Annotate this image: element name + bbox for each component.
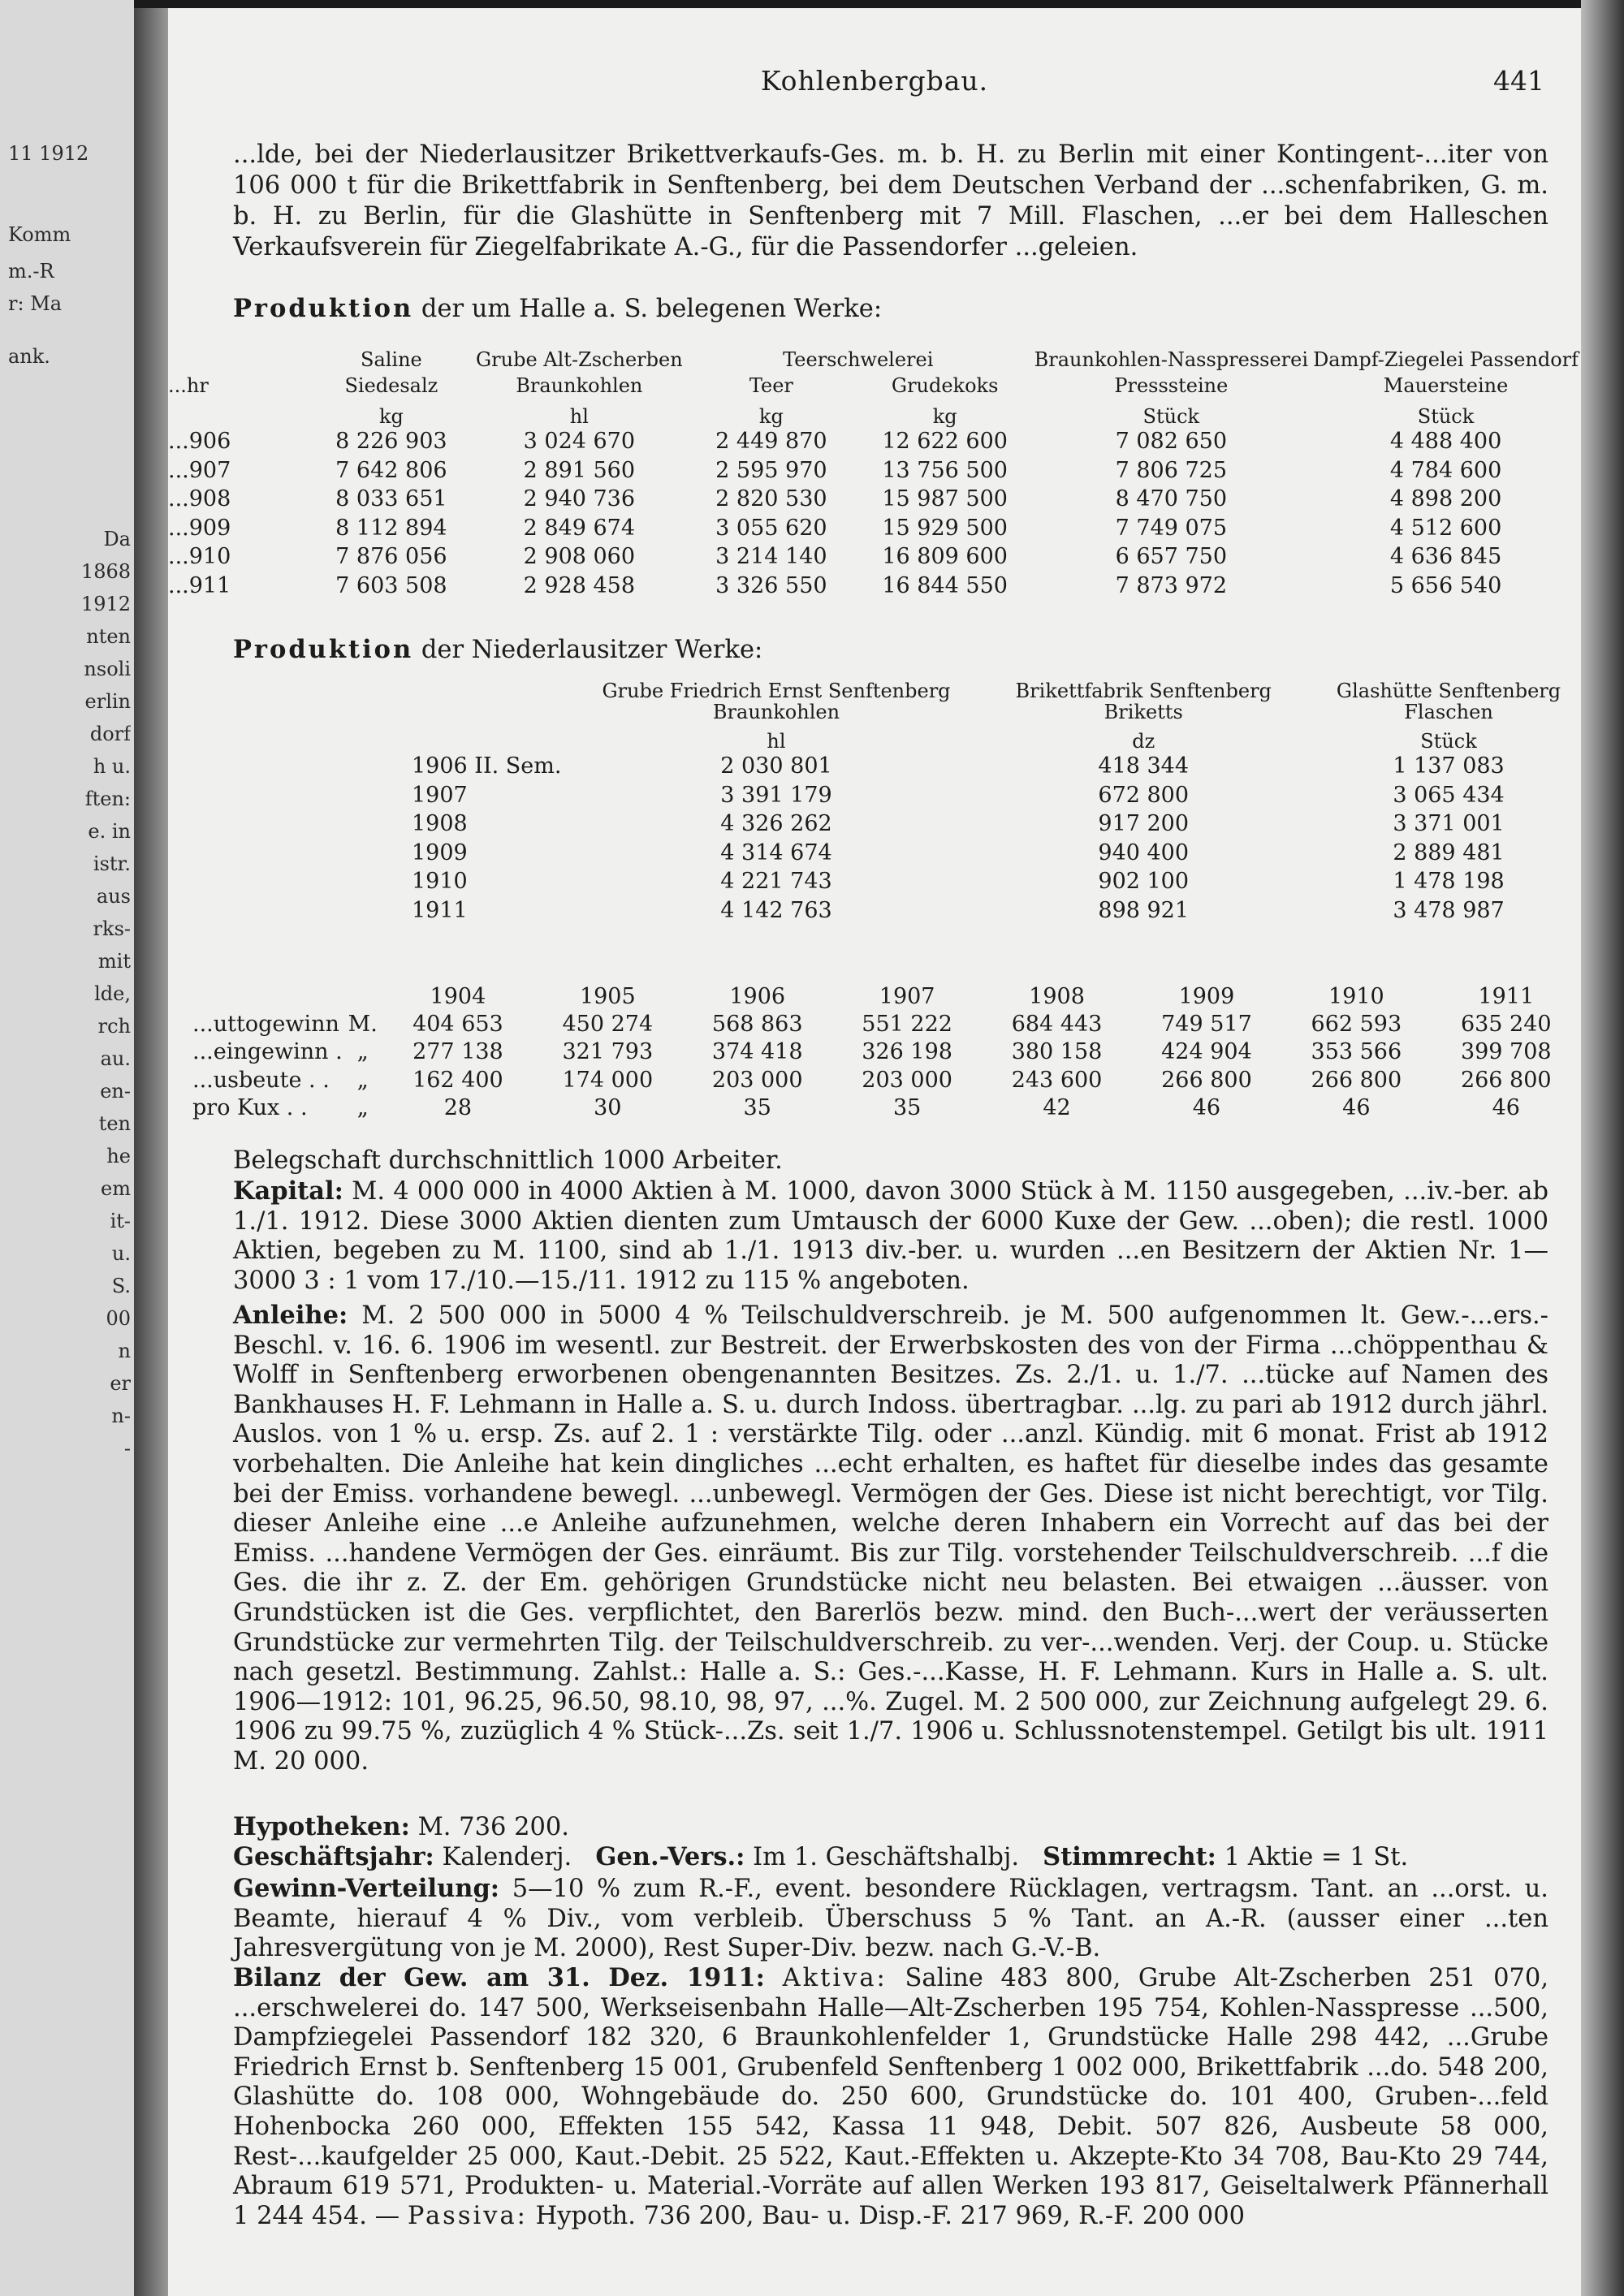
bilanz-aktiva-text: Saline 483 800, Grube Alt-Zscherben 251 070, ...erschwelerei do. 147 500, Werkseisenbahn Halle—Alt-Zscherben 195 754, Kohlen-Nasspresse ...500, Dampfziegelei Passendorf 182 320, 6 Braunkohlenfelder 1, Grundstücke Halle 298 442, ...Grube Friedrich Ernst b. Senftenberg 15 001, Grubenfeld Senftenberg 1 002 000, Brikettfabrik ...do. 548 200, Glashütte do. 108 000, Wohngebäude do. 250 600, Grundstücke do. 101 400, Gruben-...feld Hohenbocka 260 000, Effekten 155 542, Kassa 11 948, Debit. 507 826, Ausbeute 58 000, Rest-...kaufgelder 25 000, Kaut.-Debit. 25 522, Kaut.-Effekten u. Akzepte-Kto 34 708, Bau-Kto 29 744, Abraum 619 571, Produkten- u. Material.-Vorräte auf allen Werken 193 817, Geiseltalwerk Pfännerhall 1 244 454. — — [233, 1964, 1549, 2230]
row-label: ...usbeute . . — [192, 1067, 330, 1093]
table-row — [168, 1094, 1581, 1123]
value-cell: 35 — [743, 1095, 771, 1121]
value-cell: 4 326 262 — [720, 811, 832, 837]
geschaeftsjahr-line — [233, 1842, 1548, 1873]
period-cell: 1907 — [412, 782, 468, 808]
sub-teer: Teer — [749, 374, 793, 397]
value-cell: 917 200 — [1098, 811, 1190, 837]
value-cell: 8 033 651 — [335, 486, 447, 512]
value-cell: 266 800 — [1311, 1067, 1402, 1093]
left-page-text: erlin — [84, 690, 131, 713]
value-cell: 450 274 — [562, 1011, 654, 1037]
value-cell: 4 784 600 — [1389, 457, 1502, 483]
value-cell: 1 478 198 — [1393, 869, 1505, 895]
value-cell: 7 603 508 — [335, 572, 447, 598]
table-row — [412, 839, 1593, 868]
value-cell: 3 055 620 — [715, 515, 827, 541]
left-page-text: ten — [98, 1112, 131, 1135]
hypotheken-label: Hypotheken: — [233, 1812, 410, 1841]
year-cell: ...910 — [168, 544, 231, 570]
value-cell: 2 928 458 — [523, 572, 636, 598]
left-page-text: au. — [100, 1047, 131, 1070]
value-cell: 7 749 075 — [1115, 515, 1228, 541]
value-cell: 1 137 083 — [1393, 753, 1505, 779]
period-cell: 1909 — [412, 839, 468, 865]
value-cell: 15 987 500 — [882, 486, 1008, 512]
table-row — [168, 542, 1581, 572]
value-cell: 15 929 500 — [882, 515, 1008, 541]
niederlausitz-heading-text: der Niederlausitzer Werke: — [421, 636, 763, 664]
anleihe-label: Anleihe: — [233, 1301, 348, 1330]
value-cell: 3 371 001 — [1393, 811, 1505, 837]
page-number: 441 — [1493, 65, 1544, 97]
geschaeftsjahr-label: Geschäftsjahr: — [233, 1842, 434, 1871]
left-page-text: ank. — [8, 345, 50, 368]
value-cell: 672 800 — [1098, 782, 1190, 808]
value-cell: 46 — [1192, 1095, 1221, 1121]
value-cell: 6 657 750 — [1115, 544, 1228, 570]
value-cell: 4 636 845 — [1389, 544, 1502, 570]
unit-dz: dz — [1132, 730, 1155, 753]
left-page-text: em — [101, 1177, 131, 1200]
col-jahr: ...hr — [168, 374, 209, 397]
sub-siedesalz: Siedesalz — [344, 374, 438, 397]
value-cell: 3 024 670 — [523, 429, 636, 455]
value-cell: 7 876 056 — [335, 544, 447, 570]
left-page-text: r: Ma — [8, 292, 63, 315]
left-page-text: rks- — [93, 917, 131, 940]
left-page-text: nten — [86, 625, 131, 648]
gewinn-label: Gewinn-Verteilung: — [233, 1874, 500, 1903]
value-cell: 162 400 — [412, 1067, 503, 1093]
kapital-text: M. 4 000 000 in 4000 Aktien à M. 1000, davon 3000 Stück à M. 1150 ausgegeben, ...iv.-ber. ab 1./1. 1912. Diese 3000 Aktien dienten zum Umtausch der 6000 Kuxe der Gew. ...oben); die restl. 1000 Aktien, begeben zu M. 1100, sind ab 1./1. 1913 div.-ber. u. wurden ...en Besitzern der Aktien Nr. 1—3000 3 : 1 vom 17./10.—15./11. 1912 zu 115 % angeboten. — [233, 1177, 1548, 1295]
gewinn-paragraph — [233, 1874, 1548, 1964]
value-cell: 7 082 650 — [1115, 429, 1228, 455]
value-cell: 380 158 — [1011, 1039, 1103, 1065]
kapital-label: Kapital: — [233, 1176, 343, 1206]
unit-cell: „ — [356, 1067, 369, 1093]
value-cell: 7 642 806 — [335, 457, 447, 483]
left-page-text: Da — [103, 528, 131, 550]
value-cell: 30 — [594, 1095, 622, 1121]
value-cell: 4 488 400 — [1389, 429, 1502, 455]
table-row — [412, 752, 1593, 781]
value-cell: 8 226 903 — [335, 429, 447, 455]
value-cell: 418 344 — [1098, 753, 1190, 779]
geschaeftsjahr-text: Kalenderj. — [442, 1843, 572, 1871]
sub-grudekoks: Grudekoks — [891, 374, 999, 397]
left-page-text: e. in — [88, 820, 131, 843]
anleihe-paragraph — [233, 1301, 1548, 1777]
left-page-text: n — [118, 1340, 131, 1362]
value-cell: 2 030 801 — [720, 753, 832, 779]
hypotheken-text: M. 736 200. — [417, 1813, 570, 1841]
unit-kg: kg — [378, 405, 404, 428]
left-page-text: u. — [111, 1242, 131, 1265]
left-page-text: S. — [111, 1275, 131, 1297]
niederlausitz-production-table — [412, 680, 1593, 925]
table-row — [168, 1066, 1581, 1094]
intro-paragraph: ...lde, bei der Niederlausitzer Brikettverkaufs-Ges. m. b. H. zu Berlin mit einer Kontingent-...iter von 106 000 t für die Brikettfabrik in Senftenberg, bei dem Deutschen Verband der ...schenfabriken, G. m. b. H. zu Berlin, für die Glashütte in Senftenberg mit 7 Mill. Flaschen, ...er bei dem Halleschen Verkaufsverein für Ziegelfabrikate A.-G., für die Passendorfer ...geleien. — [233, 140, 1548, 261]
left-page-text: ften: — [84, 788, 131, 810]
value-cell: 4 314 674 — [720, 839, 832, 865]
bilanz-passiva-text: Hypoth. 736 200, Bau- u. Disp.-F. 217 969, R.-F. 200 000 — [535, 2201, 1246, 2230]
value-cell: 2 820 530 — [715, 486, 827, 512]
halle-heading-text: der um Halle a. S. belegenen Werke: — [421, 295, 883, 323]
value-cell: 266 800 — [1460, 1067, 1552, 1093]
value-cell: 46 — [1492, 1095, 1520, 1121]
value-cell: 940 400 — [1098, 839, 1190, 865]
value-cell: 16 809 600 — [882, 544, 1008, 570]
left-page-text: dorf — [89, 723, 131, 745]
table-row — [168, 456, 1581, 486]
value-cell: 568 863 — [711, 1011, 803, 1037]
year-header: 1909 — [1178, 983, 1235, 1009]
col-braunkohlen-nasspresserei: Braunkohlen-Nasspresserei — [1034, 348, 1309, 371]
value-cell: 374 418 — [711, 1039, 803, 1065]
left-page-text: istr. — [93, 852, 131, 875]
row-label: ...uttogewinn — [192, 1011, 339, 1037]
row-label: pro Kux . . — [192, 1095, 308, 1121]
value-cell: 28 — [443, 1095, 473, 1121]
table-row — [412, 896, 1593, 926]
col-glashuette: Glashütte Senftenberg — [1336, 680, 1561, 702]
value-cell: 662 593 — [1311, 1011, 1402, 1037]
left-page-text: it- — [110, 1210, 131, 1232]
bilanz-label: Bilanz der Gew. am 31. Dez. 1911: — [233, 1963, 765, 1992]
gewinn-text: 5—10 % zum R.-F., event. besondere Rücklagen, vertragsm. Tant. an ...orst. u. Beamte, hierauf 4 % Div., vom verbleib. Überschuss 5 % Tant. an A.-R. (ausser einer ...ten Jahresvergütung von je M. 2000), Rest Super-Div. bezw. nach G.-V.-B. — [233, 1875, 1548, 1963]
year-header: 1908 — [1029, 983, 1085, 1009]
col-saline: Saline — [361, 348, 422, 371]
value-cell: 749 517 — [1161, 1011, 1252, 1037]
halle-production-table — [168, 330, 1581, 600]
book-gutter — [134, 8, 168, 2296]
passiva-label: Passiva: — [407, 2201, 528, 2230]
value-cell: 898 921 — [1098, 897, 1190, 923]
left-page-text: aus — [96, 885, 131, 908]
year-header: 1910 — [1328, 983, 1384, 1009]
genvers-text: Im 1. Geschäftshalbj. — [753, 1843, 1020, 1871]
aktiva-label: Aktiva: — [782, 1964, 888, 1992]
left-page-text: 1868 — [80, 560, 131, 583]
sub-flaschen: Flaschen — [1404, 701, 1493, 723]
table-row — [168, 572, 1581, 601]
left-page-text: h u. — [93, 755, 131, 778]
value-cell: 2 449 870 — [715, 429, 827, 455]
left-page-text: mit — [97, 950, 131, 973]
value-cell: 326 198 — [862, 1039, 952, 1065]
value-cell: 321 793 — [562, 1039, 654, 1065]
unit-hl: hl — [569, 405, 589, 428]
table-row — [412, 781, 1593, 810]
halle-heading — [233, 294, 882, 323]
year-header: 1907 — [879, 983, 935, 1009]
period-cell: 1910 — [412, 869, 468, 895]
period-cell: 1911 — [412, 897, 468, 923]
col-teerschwelerei: Teerschwelerei — [783, 348, 934, 371]
value-cell: 277 138 — [412, 1039, 503, 1065]
year-cell: ...907 — [168, 457, 231, 483]
year-header: 1904 — [430, 983, 486, 1009]
table-row — [168, 427, 1581, 456]
value-cell: 46 — [1342, 1095, 1371, 1121]
value-cell: 4 221 743 — [720, 869, 832, 895]
period-cell: 1908 — [412, 811, 468, 837]
value-cell: 2 889 481 — [1393, 839, 1505, 865]
year-cell: ...906 — [168, 429, 231, 455]
value-cell: 4 898 200 — [1389, 486, 1502, 512]
year-header: 1905 — [579, 983, 636, 1009]
year-cell: ...911 — [168, 572, 231, 598]
value-cell: 399 708 — [1460, 1039, 1552, 1065]
value-cell: 243 600 — [1011, 1067, 1103, 1093]
page-title: Kohlenbergbau. — [760, 65, 989, 97]
niederlausitz-heading — [233, 635, 762, 664]
bilanz-paragraph — [233, 1963, 1548, 2231]
col-grube: Grube Alt-Zscherben — [476, 348, 683, 371]
table-row — [168, 1038, 1581, 1067]
value-cell: 42 — [1043, 1095, 1071, 1121]
value-cell: 3 214 140 — [715, 544, 827, 570]
value-cell: 2 595 970 — [715, 457, 827, 483]
document-page — [168, 8, 1581, 2296]
left-page-text: he — [106, 1145, 131, 1167]
left-page-fragment — [0, 0, 134, 2296]
page-edge — [1581, 0, 1624, 2296]
value-cell: 12 622 600 — [882, 429, 1008, 455]
value-cell: 4 142 763 — [720, 897, 832, 923]
value-cell: 2 849 674 — [523, 515, 636, 541]
hypotheken-line — [233, 1812, 1548, 1843]
value-cell: 13 756 500 — [882, 457, 1008, 483]
value-cell: 16 844 550 — [882, 572, 1008, 598]
table-row — [412, 809, 1593, 839]
unit-kg: kg — [758, 405, 784, 428]
col-dampf-ziegelei: Dampf-Ziegelei Passendorf — [1313, 348, 1579, 371]
value-cell: 3 391 179 — [720, 782, 832, 808]
genvers-label: Gen.-Vers.: — [595, 1842, 745, 1871]
value-cell: 2 891 560 — [523, 457, 636, 483]
sub-presssteine: Presssteine — [1114, 374, 1229, 397]
left-page-text: rch — [97, 1015, 131, 1038]
unit-stueck: Stück — [1142, 405, 1200, 428]
value-cell: 7 873 972 — [1115, 572, 1228, 598]
left-page-text: 1912 — [80, 593, 131, 615]
value-cell: 3 478 987 — [1393, 897, 1505, 923]
niederlausitz-heading-bold: Produktion — [233, 635, 414, 664]
running-header — [168, 65, 1581, 106]
left-page-text: lde, — [94, 982, 131, 1005]
left-page-text: 00 — [106, 1307, 131, 1330]
value-cell: 35 — [892, 1095, 922, 1121]
year-cell: ...908 — [168, 486, 231, 512]
value-cell: 2 908 060 — [523, 544, 636, 570]
left-page-text: n- — [111, 1405, 131, 1427]
value-cell: 404 653 — [412, 1011, 503, 1037]
col-grube-friedrich-ernst: Grube Friedrich Ernst Senftenberg — [602, 680, 951, 702]
table-row — [168, 514, 1581, 543]
unit-kg: kg — [932, 405, 957, 428]
left-page-text: nsoli — [84, 658, 131, 680]
unit-stueck: Stück — [1420, 730, 1477, 753]
value-cell: 902 100 — [1098, 869, 1190, 895]
value-cell: 551 222 — [862, 1011, 952, 1037]
value-cell: 5 656 540 — [1389, 572, 1502, 598]
finance-table — [168, 982, 1581, 1122]
year-header: 1906 — [729, 983, 786, 1009]
unit-cell: „ — [356, 1095, 369, 1121]
sub-braunkohlen: Braunkohlen — [712, 701, 840, 723]
row-label: ...eingewinn . — [192, 1039, 343, 1065]
value-cell: 3 326 550 — [715, 572, 827, 598]
period-cell: 1906 II. Sem. — [412, 753, 562, 779]
stimmrecht-label: Stimmrecht: — [1043, 1842, 1216, 1871]
sub-braunkohlen: Braunkohlen — [516, 374, 643, 397]
value-cell: 424 904 — [1161, 1039, 1252, 1065]
value-cell: 684 443 — [1011, 1011, 1103, 1037]
left-page-text: Komm — [8, 223, 71, 246]
year-header: 1911 — [1478, 983, 1535, 1009]
sub-briketts: Briketts — [1104, 701, 1183, 723]
value-cell: 3 065 434 — [1393, 782, 1505, 808]
value-cell: 8 470 750 — [1115, 486, 1228, 512]
sub-mauersteine: Mauersteine — [1383, 374, 1509, 397]
left-page-text: en- — [100, 1080, 131, 1103]
unit-cell: „ — [356, 1039, 369, 1065]
value-cell: 4 512 600 — [1389, 515, 1502, 541]
value-cell: 7 806 725 — [1115, 457, 1228, 483]
left-page-text: 11 1912 — [8, 142, 89, 165]
left-page-text: m.-R — [8, 260, 54, 283]
left-page-text: - — [123, 1437, 131, 1460]
left-page-text: er — [110, 1372, 131, 1395]
value-cell: 2 940 736 — [523, 486, 636, 512]
value-cell: 203 000 — [711, 1067, 803, 1093]
halle-heading-bold: Produktion — [233, 294, 414, 323]
kapital-paragraph — [233, 1176, 1548, 1296]
value-cell: 174 000 — [562, 1067, 654, 1093]
belegschaft-line: Belegschaft durchschnittlich 1000 Arbeiter. — [233, 1146, 783, 1175]
value-cell: 266 800 — [1161, 1067, 1252, 1093]
anleihe-text: M. 2 500 000 in 5000 4 % Teilschuldverschreib. je M. 500 aufgenommen lt. Gew.-...ers.-Beschl. v. 16. 6. 1906 im wesentl. zur Bestreit. der Erwerbskosten des von der Firma ...chöppenthau & Wolff in Senftenberg erworbenen obengenannten Besitzes. Zs. 2./1. u. 1./7. ...tücke auf Namen des Bankhauses H. F. Lehmann in Halle a. S. u. durch Indoss. übertragbar. ...lg. zu pari ab 1912 durch jährl. Auslos. von 1 % u. ersp. Zs. auf 2. 1 : verstärkte Tilg. oder ...anzl. Kündig. mit 6 monat. Frist ab 1912 vorbehalten. Die Anleihe hat kein dingliches ...echt erhalten, es haftet für dieselbe indes das gesamte bei der Emiss. vorhandene bewegl. ...unbewegl. Vermögen der Ges. Diese ist nicht berechtigt, vor Tilg. dieser Anleihe eine ...e Anleihe aufzunehmen, welche deren Inhabern ein Vorrecht auf das bei der Emiss. ...handene Vermögen der Ges. einräumt. Bis zur Tilg. vorstehender Teilschuldverschreib. ...f die Ges. die ihr z. Z. der Em. gehörigen Grundstücke nicht neu belasten. Bei etwaigen ...äusser. von Grundstücken ist die Ges. verpflichtet, den Barerlös bezw. mind. den Buch-...wert der veräusserten Grundstücke zur vermehrten Tilg. der Teilschuldverschreib. zu ver-...wenden. Verj. der Coup. u. Stücke nach gesetzl. Bestimmung. Zahlst.: Halle a. S.: Ges.-...Kasse, H. F. Lehmann. Kurs in Halle a. S. ult. 1906—1912: 101, 96.25, 96.50, 98.10, 98, 97, ...%. Zugel. M. 2 500 000, zur Zeichnung aufgelegt 29. 6. 1906 zu 99.75 %, zuzüglich 4 % Stück-...Zs. seit 1./7. 1906 u. Schlussnotenstempel. Getilgt bis ult. 1911 M. 20 000. — [233, 1301, 1548, 1776]
table-row — [168, 1010, 1581, 1038]
stimmrecht-text: 1 Aktie = 1 St. — [1224, 1843, 1409, 1871]
value-cell: 203 000 — [862, 1067, 952, 1093]
table-row — [168, 485, 1581, 514]
unit-stueck: Stück — [1417, 405, 1475, 428]
unit-cell: M. — [348, 1011, 378, 1037]
value-cell: 635 240 — [1460, 1011, 1552, 1037]
value-cell: 353 566 — [1311, 1039, 1402, 1065]
year-cell: ...909 — [168, 515, 231, 541]
value-cell: 8 112 894 — [335, 515, 447, 541]
table-row — [412, 867, 1593, 896]
unit-hl: hl — [767, 730, 786, 753]
col-brikettfabrik: Brikettfabrik Senftenberg — [1015, 680, 1272, 702]
